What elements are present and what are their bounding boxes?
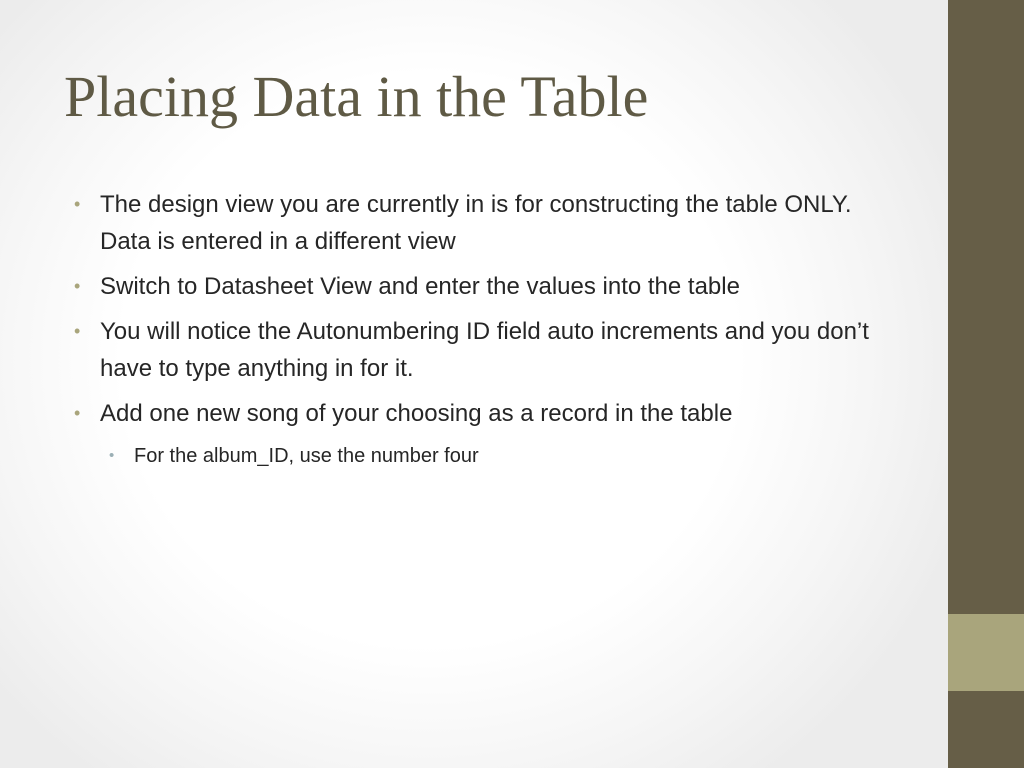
sub-bullet-item	[101, 441, 882, 471]
bullet-dot-icon: •	[74, 276, 81, 296]
bullet-list	[72, 186, 882, 440]
sub-bullet-list-container	[72, 441, 882, 471]
bullet-text: You will notice the Autonumbering ID field auto increments and you don’t have to type anything in for it.	[100, 318, 869, 382]
sub-bullet-text: For the album_ID, use the number four	[134, 445, 479, 467]
decorative-side-band-accent	[948, 614, 1024, 691]
bullet-dot-icon: •	[74, 194, 81, 214]
bullet-text: Add one new song of your choosing as a record in the table	[100, 400, 733, 427]
sub-bullet-list	[72, 441, 882, 471]
bullet-dot-icon: •	[74, 403, 81, 423]
sub-bullet-dot-icon: •	[109, 447, 115, 464]
bullet-item	[72, 395, 882, 432]
bullet-item	[72, 268, 882, 305]
bullet-text: Switch to Datasheet View and enter the values into the table	[100, 273, 740, 300]
bullet-item	[72, 313, 882, 387]
bullet-dot-icon: •	[74, 321, 81, 341]
bullet-item	[72, 186, 882, 260]
slide-title: Placing Data in the Table	[64, 64, 649, 129]
bullet-text: The design view you are currently in is for constructing the table ONLY. Data is entered in a different view	[100, 191, 852, 255]
